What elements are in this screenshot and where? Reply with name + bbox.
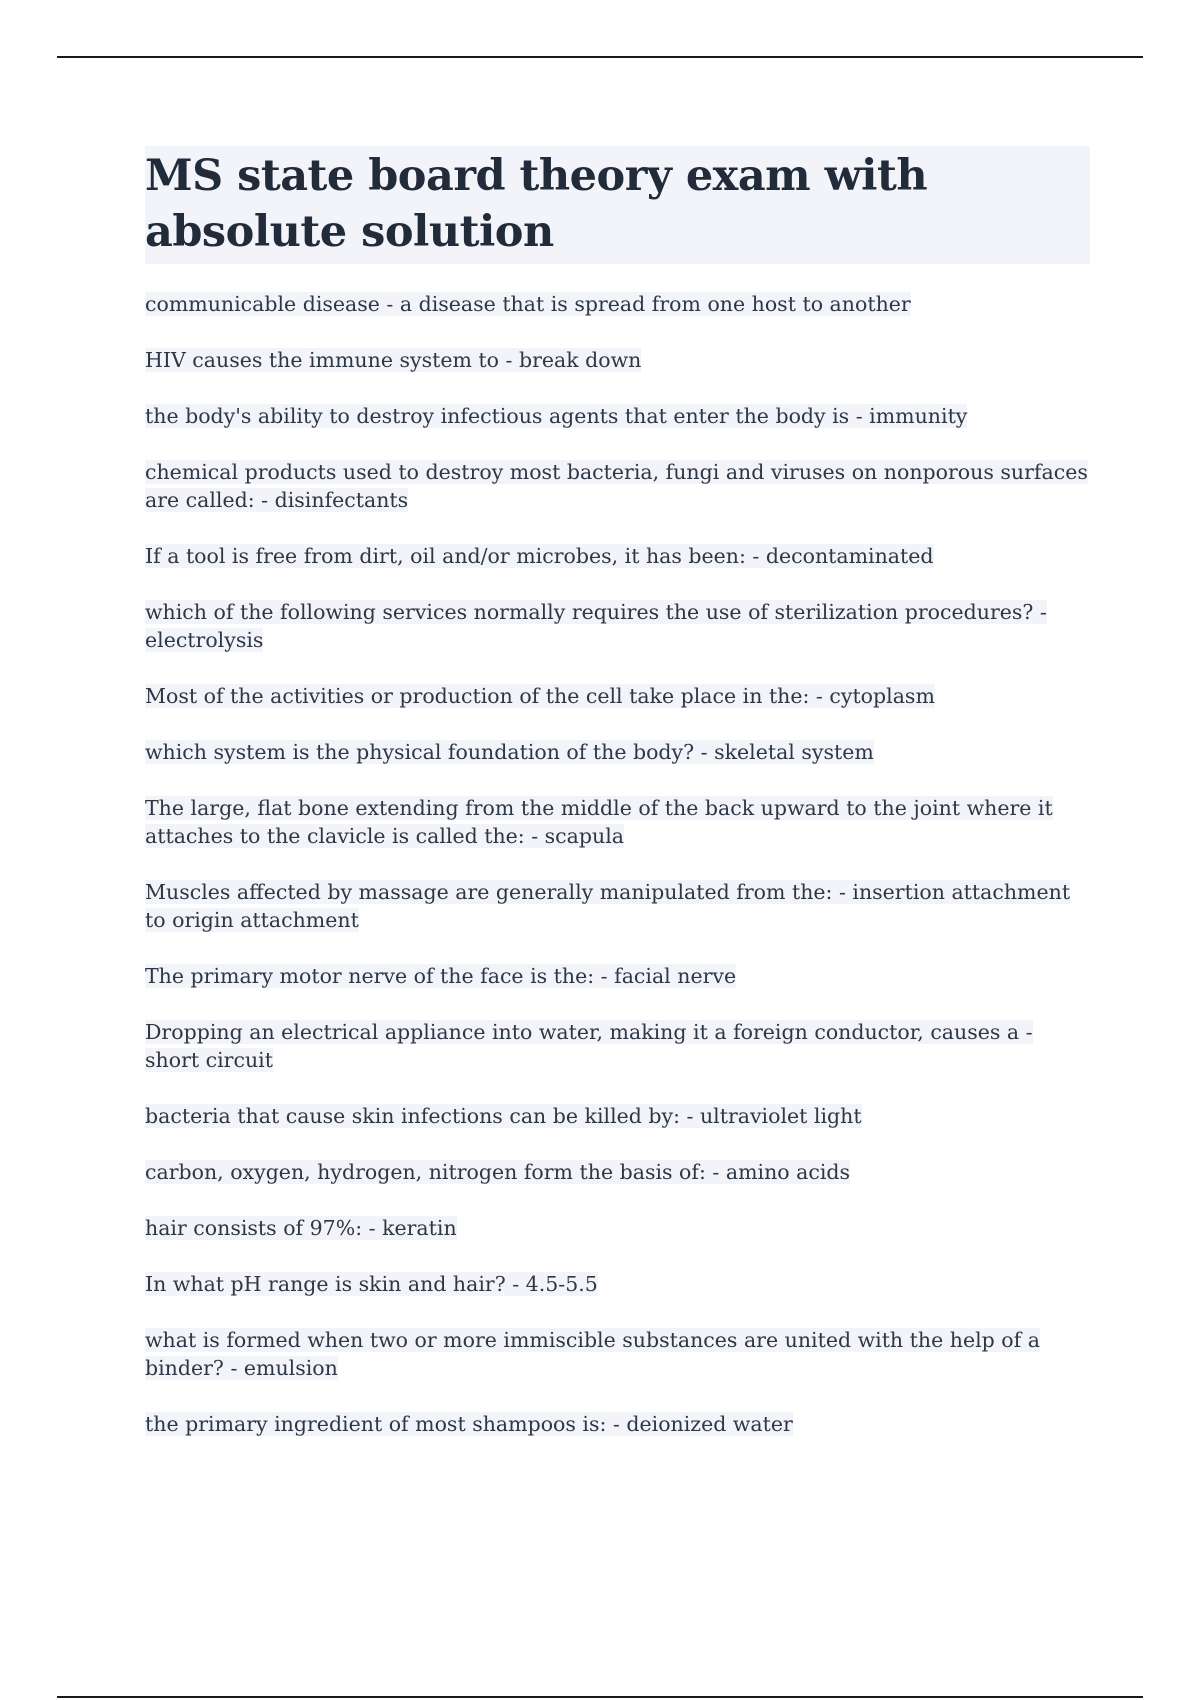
list-item	[145, 402, 1090, 430]
document-body	[145, 146, 1090, 1466]
list-item	[145, 1270, 1090, 1298]
qa-text: Most of the activities or production of the cell take place in the: - cytoplasm	[145, 684, 935, 708]
list-item	[145, 1214, 1090, 1242]
list-item	[145, 1326, 1090, 1382]
qa-list	[145, 290, 1090, 1438]
list-item	[145, 1018, 1090, 1074]
qa-text: communicable disease - a disease that is spread from one host to another	[145, 292, 911, 316]
qa-text: which system is the physical foundation of the body? - skeletal system	[145, 740, 874, 764]
list-item	[145, 290, 1090, 318]
qa-text: HIV causes the immune system to - break down	[145, 348, 642, 372]
list-item	[145, 962, 1090, 990]
list-item	[145, 682, 1090, 710]
list-item	[145, 794, 1090, 850]
qa-text: which of the following services normally requires the use of sterilization procedures? - electrolysis	[145, 600, 1047, 652]
list-item	[145, 458, 1090, 514]
qa-text: what is formed when two or more immiscible substances are united with the help of a binder? - emulsion	[145, 1328, 1040, 1380]
qa-text: In what pH range is skin and hair? - 4.5-5.5	[145, 1272, 598, 1296]
list-item	[145, 1102, 1090, 1130]
qa-text: carbon, oxygen, hydrogen, nitrogen form the basis of: - amino acids	[145, 1160, 851, 1184]
qa-text: the body's ability to destroy infectious agents that enter the body is - immunity	[145, 404, 968, 428]
list-item	[145, 1158, 1090, 1186]
document-title: MS state board theory exam with absolute solution	[145, 146, 1090, 264]
qa-text: If a tool is free from dirt, oil and/or microbes, it has been: - decontaminated	[145, 544, 934, 568]
list-item	[145, 878, 1090, 934]
list-item	[145, 346, 1090, 374]
qa-text: Dropping an electrical appliance into water, making it a foreign conductor, causes a - short circuit	[145, 1020, 1033, 1072]
qa-text: hair consists of 97%: - keratin	[145, 1216, 457, 1240]
qa-text: The large, flat bone extending from the middle of the back upward to the joint where it attaches to the clavicle is called the: - scapula	[145, 796, 1053, 848]
list-item	[145, 598, 1090, 654]
qa-text: The primary motor nerve of the face is the: - facial nerve	[145, 964, 737, 988]
footer-rule	[57, 1696, 1143, 1698]
qa-text: chemical products used to destroy most bacteria, fungi and viruses on nonporous surfaces are called: - disinfectants	[145, 460, 1088, 512]
qa-text: Muscles affected by massage are generally manipulated from the: - insertion attachment to origin attachment	[145, 880, 1071, 932]
list-item	[145, 1410, 1090, 1438]
qa-text: bacteria that cause skin infections can be killed by: - ultraviolet light	[145, 1104, 862, 1128]
list-item	[145, 542, 1090, 570]
list-item	[145, 738, 1090, 766]
header-rule	[57, 56, 1143, 58]
qa-text: the primary ingredient of most shampoos is: - deionized water	[145, 1412, 793, 1436]
